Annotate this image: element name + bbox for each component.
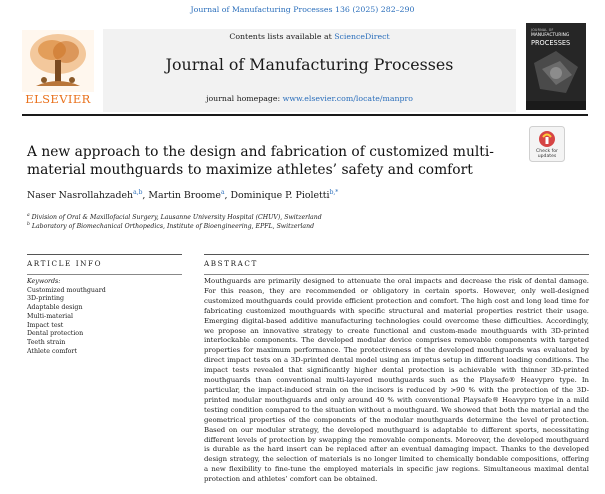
homepage-line bbox=[103, 94, 516, 103]
affiliation bbox=[27, 213, 322, 221]
author-list bbox=[27, 189, 567, 201]
keyword-item: Multi-material bbox=[27, 312, 73, 320]
journal-title: Journal of Manufacturing Processes bbox=[165, 55, 454, 74]
sciencedirect-link[interactable]: ScienceDirect bbox=[334, 32, 390, 41]
author-separator: , bbox=[142, 190, 149, 202]
check-for-updates-badge[interactable] bbox=[529, 126, 565, 162]
abstract-heading: ABSTRACT bbox=[204, 259, 258, 268]
keyword-item: Customized mouthguard bbox=[27, 286, 106, 294]
keyword-item: 3D-printing bbox=[27, 295, 65, 303]
cover-title-line2: MANUFACTURING bbox=[531, 33, 570, 38]
abstract-rule bbox=[204, 274, 589, 275]
keywords-label: Keywords: bbox=[27, 278, 61, 285]
badge-label bbox=[529, 149, 565, 160]
elsevier-wordmark: ELSEVIER bbox=[25, 92, 91, 106]
affiliation-mark: a bbox=[27, 213, 30, 218]
author-affiliation-marks[interactable]: a,b bbox=[133, 189, 143, 196]
header-rule bbox=[22, 114, 588, 116]
article-info-rule bbox=[27, 274, 182, 275]
affiliation-text: Laboratory of Biomechanical Orthopedics, Institute of Bioengineering, EPFL, Switzerland bbox=[31, 223, 315, 231]
homepage-prefix: journal homepage: bbox=[206, 94, 283, 103]
cover-title-line3: PROCESSES bbox=[531, 39, 571, 47]
journal-cover-image[interactable] bbox=[526, 23, 586, 110]
cover-title-line1: JOURNAL OF bbox=[531, 28, 554, 32]
elsevier-tree-logo bbox=[22, 30, 94, 100]
keyword-item: Adaptable design bbox=[27, 304, 83, 312]
badge-label-line1: Check for bbox=[536, 149, 558, 154]
abstract-top-rule bbox=[204, 254, 589, 255]
contents-prefix: Contents lists available at bbox=[229, 32, 335, 41]
affiliation bbox=[27, 222, 314, 230]
homepage-link[interactable]: www.elsevier.com/locate/manpro bbox=[282, 94, 413, 103]
author-name[interactable]: Martin Broome bbox=[148, 190, 221, 202]
contents-line bbox=[103, 32, 516, 41]
keyword-item: Athlete comfort bbox=[27, 347, 77, 355]
author-affiliation-marks[interactable]: a bbox=[220, 189, 225, 196]
article-info-heading: ARTICLE INFO bbox=[27, 259, 103, 268]
author-name[interactable]: Dominique P. Pioletti bbox=[230, 190, 330, 202]
article-info-top-rule bbox=[27, 254, 182, 255]
abstract-text: Mouthguards are primarily designed to attenuate the oral impacts and decrease the risk of dental damage. For this reason, they are recommended or obligatory in certain sports. However, only well-designed customized mouthguards could provide efficient protection and comfort. The high cost and long lead time for fabricating customized mouthguards with specific structural and material properties restrict their usage. Emerging digital-based additive manufacturing technologies could overcome these difficulties. Accordingly, we propose an innovative strategy to create functional and custom-made mouthguards with 3D-printed interlockable components. The developed modular device comprises removable components with targeted properties for maximum performance. The protectiveness of the developed mouthguards was evaluated by direct impact tests on a 3D-printed dental model using an impetus setup in different loading conditions. The impact tests revealed that significantly higher dental protection is achievable with thinner 3D-printed mouthguards than conventional multi-layered mouthguards such as the Playsafe® Heavypro type. In particular, the impact-induced strain on the incisors is reduced by >90 % with the protection of the 3D-printed modular mouthguards and only around 40 % with conventional Playsafe® Heavypro type in a mild testing condition compared to the situation without a mouthguard. We showed that both the material and the geometrical properties of the components of the modular mouthguards determine the level of protection. Based on our modular strategy, the developed mouthguard is adaptable to different sports, necessitating different levels of protection by swapping the removable components. Moreover, the developed mouthguard is durable as the hard insert can be replaced after an eventual damaging impact. Thanks to the developed design strategy, the selection of materials is no longer limited to chemically bondable compositions, offering a new flexibility to fine-tune the employed materials in specific jaw regions. Simultaneous maximal dental protection and athletes’ comfort can be obtained. bbox=[204, 277, 589, 484]
author-separator: , bbox=[224, 190, 231, 202]
affiliation-text: Division of Oral & Maxillofacial Surgery, Lausanne University Hospital (CHUV), Switzerland bbox=[31, 214, 322, 222]
article-title: A new approach to the design and fabrication of customized multi-material mouthguards to maximize athletes’ safety and comfort bbox=[27, 144, 494, 178]
affiliation-mark: b bbox=[27, 222, 30, 227]
keyword-item: Teeth strain bbox=[27, 338, 66, 346]
author-name[interactable]: Naser Nasrollahzadeh bbox=[27, 190, 134, 202]
keywords-block bbox=[27, 278, 106, 356]
author-affiliation-marks[interactable]: b,* bbox=[329, 189, 339, 196]
keyword-item: Dental protection bbox=[27, 330, 84, 338]
journal-citation[interactable]: Journal of Manufacturing Processes 136 (2025) 282–290 bbox=[190, 5, 415, 14]
keyword-item: Impact test bbox=[27, 321, 64, 329]
badge-label-line2: updates bbox=[537, 154, 557, 160]
